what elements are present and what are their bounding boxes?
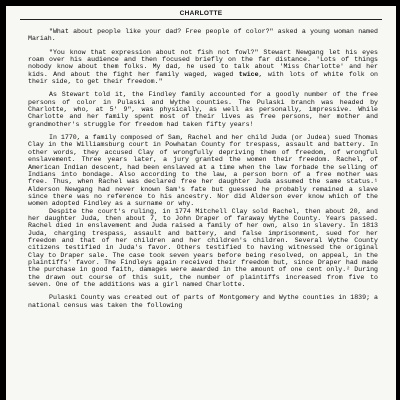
paragraph [28,134,378,207]
paragraph-text: "You know that expression about not fish not fowl?" Stewart Newgang let his eyes roam over his audience and then focused briefly on the far distance. 'Lots of things nobody know about them folks. My dad, he used to talk about 'Miss Charlotte' and her kids. And about the fight her family waged, waged [28,48,378,78]
paragraph-text: "What about people like your dad? Free people of color?" asked a young woman named Mariah. [28,28,378,43]
paragraph [28,28,378,43]
document-body [28,28,378,315]
paragraph [28,294,378,309]
header-divider [20,19,382,20]
paragraph-text: In 1770, a family composed of Sam, Rachel and her child Juda (or Judea) sued Thomas Clay in the Williamsburg court in Powhatan County for trespass, assault and battery. In other words, they accused Clay of wrongfully depriving them of freedom, of wrongful enslavement. Three years later, a jury granted the women their freedom. Rachel, of American Indian descent, had been enslaved at a time when the law forbade the selling of Indians into bondage. Also according to the law, a person born of a free mother was free. Thus, when Rachel was declared free her daughter Juda assumed the same status.¹ Alderson Newgang had never known Sam's fate but guessed he probably remained a slave since there was no reference to his ancestry. Nor did Alderson ever know which of the women adopted Findley as a surname or why. [28,134,378,208]
document-page [6,6,396,400]
paragraph-text: , with lots of white folk on their side, to get their freedom." [28,70,378,86]
paragraph [28,208,378,289]
emphasis-text: twice [238,70,259,78]
paragraph-text: Despite the court's ruling, in 1774 Mitchell Clay sold Rachel, then about 20, and her daughter Juda, then about 7, to John Draper of faraway Wythe County. Years passed. Rachel died in enslavement and Juda raised a family of her own, also in slavery. In 1813 Juda, charging trespass, assault and battery, and false imprisonment, sued for her freedom and that of her children and her children's children. Several Wythe County citizens testified in Juda's favor. Others testified to having witnessed the original Clay to Draper sale. The case took seven years before being resolved, on appeal, in the plaintiffs' favor. The Findleys again received their freedom but, since Draper had made the purchase in good faith, damages were awarded in the amount of one cent only.² During the drawn out course of this suit, the number of plaintiffs increased from five to seven. One of the additions was a girl named Charlotte. [28,207,378,288]
page-header-title: CHARLOTTE [179,10,223,17]
paragraph [28,91,378,128]
paragraph [28,49,378,86]
paragraph-text: Pulaski County was created out of parts of Montgomery and Wythe counties in 1839; a national census was taken the following [28,294,378,309]
paragraph-text: As Stewart told it, the Findley family accounted for a goodly number of the free persons of color in Pulaski and Wythe counties. The Pulaski branch was headed by Charlotte, who, at 5' 9", was physically, as well as personally, impressive. While Charlotte and her family spent most of their lives as free persons, her mother and grandmother's struggle for freedom had taken fifty years! [28,91,378,128]
